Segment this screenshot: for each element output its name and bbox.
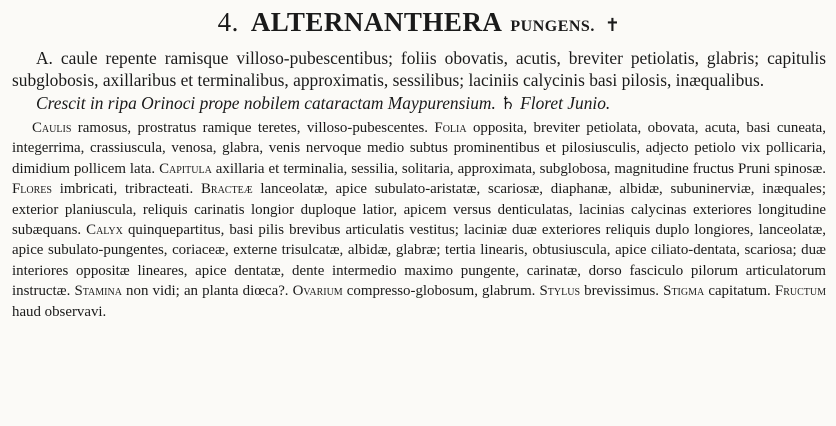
term-stylus: Stylus <box>539 283 581 300</box>
calyx-text: quinquepartitus, basi pilis brevibus articulatis vestitus; laciniæ duæ exteriores reliquis duplo longiores, lanceolatæ, apice subulato-pungentes, coriaceæ, externe trisulcatæ, albidæ, glabræ; tertia linearis, obtusiuscula, apice ciliato-dentata, scariosa; duæ interiores oppositæ lineares, apice dentatæ, dente intermedio maximo pungente, carinatæ, dorso fasciculo pilorum articulatorum instructæ. <box>12 222 826 300</box>
diagnosis-paragraph: A. caule repente ramisque villoso-pubescentibus; foliis obovatis, acutis, breviter petiolatis, glabris; capitulis subglobosis, axillaribus et terminalibus, approximatis, sessilibus; laciniis calycinis basi pilosis, inæqualibus. <box>12 48 826 90</box>
bracteae-text: lanceolatæ, apice subulato-aristatæ, scariosæ, diaphanæ, albidæ, subuninerviæ, inæquales; exterior planiuscula, reliquis carinatis longior duploque latior, apicem versus denticulatas, lacinias calycinas exteriores longitudine subæquans. <box>12 181 826 239</box>
term-flores: Flores <box>12 181 52 198</box>
species-heading <box>12 4 826 45</box>
term-bracteae: Bracteæ <box>200 181 253 198</box>
ovarium-text: compresso-globosum, glabrum. <box>342 283 540 300</box>
term-folia: Folia <box>434 120 467 136</box>
genus-name: ALTERNANTHERA <box>250 7 503 37</box>
capitula-text: axillaria et terminalia, sessilia, solitaria, approximata, subglobosa, magnitudine fructus Pruni spinosæ. <box>211 160 826 177</box>
caulis-text: ramosus, prostratus ramique teretes, villoso-pubescentes. <box>71 120 435 136</box>
dagger-mark: ✝ <box>604 15 621 35</box>
entry-number: 4. <box>217 7 239 37</box>
term-stamina: Stamina <box>74 283 122 300</box>
habitat-line: Crescit in ripa Orinoci prope nobilem cataractam Maypurensium. ♄ Floret Junio. <box>36 93 611 113</box>
description-paragraph <box>12 118 826 322</box>
term-capitula: Capitula <box>159 160 212 177</box>
folia-text: opposita, breviter petiolata, obovata, acuta, basi cuneata, integerrima, crassiuscula, venosa, glabra, venis nervoque medio subtus prominentibus et pilosiusculis, adjecto petiolo vix pollicaria, dimidium pollicem lata. <box>12 120 827 177</box>
term-calyx: Calyx <box>86 222 123 239</box>
term-caulis: Caulis <box>32 120 72 136</box>
flores-text: imbricati, tribracteati. <box>51 181 201 198</box>
term-fructum: Fructum <box>774 283 826 300</box>
fructum-text: haud observavi. <box>12 303 107 320</box>
term-stigma: Stigma <box>663 283 705 300</box>
stamina-text: non vidi; an planta diœca?. <box>121 283 293 300</box>
stigma-text: capitatum. <box>704 283 775 300</box>
term-ovarium: Ovarium <box>292 283 343 300</box>
species-epithet: PUNGENS. <box>510 18 595 35</box>
stylus-text: brevissimus. <box>580 283 664 300</box>
